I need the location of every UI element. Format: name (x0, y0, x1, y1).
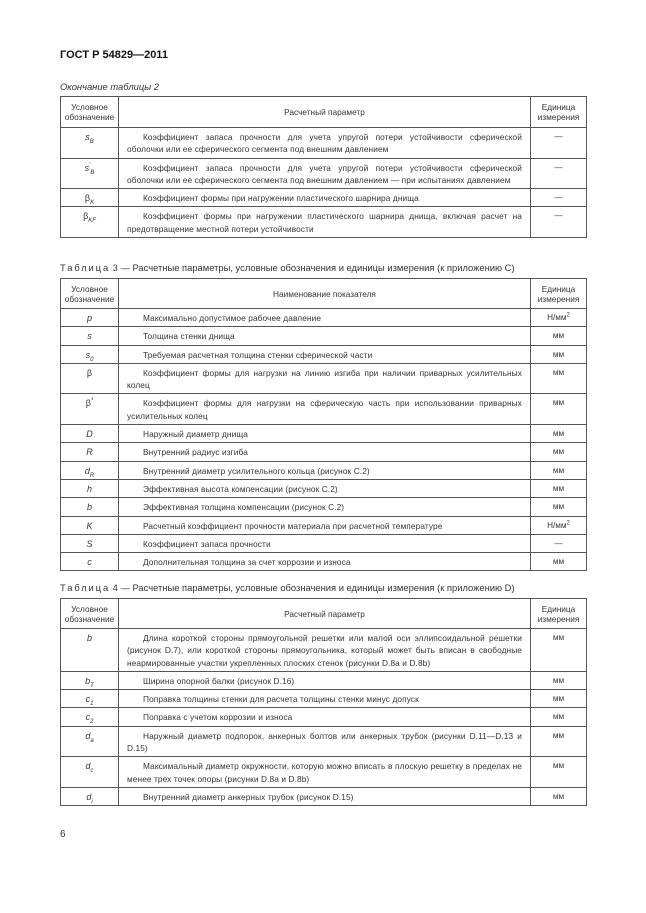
symbol-letter: p (86, 313, 92, 323)
symbol-subscript: a (90, 737, 94, 744)
table-row (61, 425, 587, 443)
symbol-cell (61, 394, 119, 425)
table-3 (60, 278, 587, 571)
table4-caption-text: — Расчетные параметры, условные обозначения и единицы измерения (к приложению D) (120, 582, 515, 593)
table-row (61, 726, 587, 757)
symbol-letter: β (83, 211, 89, 222)
symbol-superscript: ' (89, 162, 91, 169)
unit-cell (531, 757, 587, 788)
table-row (61, 479, 587, 497)
symbol-subscript: c (90, 768, 94, 775)
symbol-letter: β (84, 193, 91, 204)
table-row (61, 461, 587, 479)
unit-cell (531, 671, 587, 689)
symbol-letter: c (85, 694, 91, 705)
table-row (61, 516, 587, 534)
unit-cell (531, 629, 587, 672)
table4-caption (60, 582, 515, 593)
unit-cell (531, 787, 587, 805)
symbol-letter: b (86, 502, 92, 513)
header-param: Наименование показателя (119, 279, 531, 309)
unit-text: мм (552, 398, 565, 408)
unit-text: мм (552, 349, 565, 359)
table-row (61, 757, 587, 788)
description-cell: Требуемая расчетная толщина стенки сферической части (119, 345, 531, 363)
header-unit: Единица измерения (531, 279, 587, 309)
symbol-letter: R (86, 447, 93, 458)
symbol-letter: s (85, 349, 91, 360)
unit-cell (531, 363, 587, 394)
table-2 (60, 96, 587, 238)
symbol-cell (61, 787, 119, 805)
table-row (61, 553, 587, 571)
unit-text: мм (552, 367, 565, 377)
table-row (61, 671, 587, 689)
unit-text: мм (552, 502, 565, 512)
symbol-letter: d (85, 730, 91, 741)
unit-cell (531, 189, 587, 207)
header-unit: Единица измерения (531, 599, 587, 629)
symbol-cell (61, 158, 119, 189)
symbol-letter: β (86, 367, 93, 378)
unit-cell (531, 394, 587, 425)
description-cell: Коэффициент формы при нагружении пластического шарнира днища, включая расчет на предотвращение местной потери устойчивости (119, 207, 531, 238)
symbol-cell (61, 327, 119, 345)
symbol-cell (61, 498, 119, 516)
symbol-subscript: 2 (90, 719, 94, 726)
unit-text: мм (552, 761, 565, 771)
symbol-subscript: 0 (90, 356, 94, 363)
unit-cell (531, 498, 587, 516)
symbol-subscript: B (90, 169, 95, 176)
unit-text: мм (552, 694, 565, 704)
symbol-letter: b (86, 633, 92, 643)
page-number: 6 (60, 829, 66, 840)
symbol-cell (61, 708, 119, 726)
table-row (61, 787, 587, 805)
unit-cell (531, 327, 587, 345)
symbol-letter: h (86, 483, 92, 494)
symbol-letter: s (87, 331, 92, 342)
unit-text: мм (552, 791, 565, 801)
unit-text: Н/мм (547, 313, 567, 322)
table3-caption-number: 3 (112, 262, 118, 273)
unit-cell (531, 345, 587, 363)
table4-caption-number: 4 (112, 582, 118, 593)
unit-cell (531, 479, 587, 497)
symbol-subscript: i (91, 798, 93, 805)
symbol-cell (61, 479, 119, 497)
table-row (61, 629, 587, 672)
unit-text: — (554, 211, 563, 221)
description-cell: Длина короткой стороны прямоугольной решетки или малой оси эллипсоидальной решетки (рисунок D.7), или короткой стороны прямоугольника, который может быть вписан в свободные неармированные участки укрепленных плоских стенок (рисунки D.8a и D.8b) (119, 629, 531, 672)
symbol-cell (61, 207, 119, 238)
unit-text: мм (552, 429, 565, 439)
symbol-letter: β (85, 398, 91, 409)
symbol-subscript: 1 (90, 700, 94, 707)
unit-text: Н/мм (547, 520, 567, 530)
table-row (61, 534, 587, 552)
symbol-letter: s (84, 162, 90, 173)
description-cell: Максимально допустимое рабочее давление (119, 309, 531, 327)
table-row (61, 394, 587, 425)
symbol-cell (61, 189, 119, 207)
table-row (61, 207, 587, 238)
unit-cell (531, 425, 587, 443)
symbol-cell (61, 345, 119, 363)
symbol-letter: D (86, 429, 93, 440)
description-cell: Максимальный диаметр окружности, которую можно вписать в плоскую решетку в пределах не менее трех точек опоры (рисунки D.8a и D.8b) (119, 757, 531, 788)
symbol-cell (61, 461, 119, 479)
header-param: Расчетный параметр (119, 97, 531, 128)
symbol-cell (61, 425, 119, 443)
description-cell: Толщина стенки днища (119, 327, 531, 345)
symbol-letter: S (86, 538, 93, 549)
unit-text: мм (552, 557, 565, 567)
symbol-cell (61, 553, 119, 571)
description-cell: Расчетный коэффициент прочности материала при расчетной температуре (119, 516, 531, 534)
table3-caption (60, 262, 515, 273)
symbol-cell (61, 690, 119, 708)
table-row (61, 189, 587, 207)
table-row (61, 708, 587, 726)
unit-text: мм (552, 483, 565, 493)
unit-text: мм (552, 712, 565, 722)
unit-text: мм (552, 331, 565, 341)
symbol-cell (61, 516, 119, 534)
symbol-cell (61, 309, 119, 327)
unit-superscript: 2 (566, 312, 570, 319)
unit-cell (531, 443, 587, 461)
description-cell: Коэффициент формы для нагрузки на линию изгиба при наличии приварных усилительных колец (119, 363, 531, 394)
unit-text: мм (552, 465, 565, 475)
symbol-superscript: * (90, 398, 94, 405)
header-param: Расчетный параметр (119, 599, 531, 629)
description-cell: Ширина опорной балки (рисунок D.16) (119, 671, 531, 689)
symbol-cell (61, 363, 119, 394)
unit-cell (531, 553, 587, 571)
description-cell: Поправка с учетом коррозии и износа (119, 708, 531, 726)
symbol-letter: s (85, 132, 90, 142)
symbol-cell (61, 443, 119, 461)
table-row (61, 363, 587, 394)
table-row (61, 443, 587, 461)
unit-cell (531, 207, 587, 238)
symbol-letter: c (87, 557, 92, 568)
unit-cell (531, 708, 587, 726)
unit-cell (531, 158, 587, 189)
description-cell: Наружный диаметр подпорок, анкерных болтов или анкерных трубок (рисунки D.11—D.13 и D.15) (119, 726, 531, 757)
symbol-cell (61, 534, 119, 552)
description-cell: Дополнительная толщина за счет коррозии и износа (119, 553, 531, 571)
header-symbol: Условное обозначение (61, 97, 119, 128)
symbol-letter: K (86, 520, 93, 531)
unit-text: — (554, 193, 563, 203)
unit-cell (531, 461, 587, 479)
symbol-letter: c (85, 712, 91, 723)
unit-text: мм (552, 675, 565, 685)
header-unit: Единица измерения (531, 97, 587, 128)
table4-caption-label: Таблица (60, 582, 111, 593)
description-cell: Эффективная высота компенсации (рисунок С.2) (119, 479, 531, 497)
table-row (61, 327, 587, 345)
unit-cell (531, 534, 587, 552)
symbol-letter: d (84, 465, 90, 476)
symbol-letter: d (85, 761, 91, 772)
header-symbol: Условное обозначение (61, 279, 119, 309)
unit-text: мм (552, 633, 565, 642)
table-row (61, 128, 587, 159)
unit-text: мм (552, 730, 565, 740)
description-cell: Наружный диаметр днища (119, 425, 531, 443)
description-cell: Коэффициент запаса прочности для учета упругой потери устойчивости сферической оболочки или ее сферического сегмента под внешним давлением (119, 128, 531, 159)
table3-caption-label: Таблица (60, 262, 111, 273)
description-cell: Коэффициент запаса прочности для учета упругой потери устойчивости сферической оболочки или ее сферического сегмента под внешним давлением — при испытаниях давлением (119, 158, 531, 189)
table-row (61, 158, 587, 189)
table-4 (60, 598, 587, 806)
unit-text: — (554, 538, 563, 548)
symbol-cell (61, 671, 119, 689)
symbol-cell (61, 757, 119, 788)
unit-text: — (554, 132, 563, 141)
description-cell: Коэффициент формы для нагрузки на сферическую часть при использовании приварных усилительных колец (119, 394, 531, 425)
unit-text: мм (552, 447, 565, 457)
description-cell: Внутренний диаметр анкерных трубок (рисунок D.15) (119, 787, 531, 805)
unit-cell (531, 726, 587, 757)
symbol-subscript: T (90, 682, 94, 689)
symbol-subscript: B (89, 138, 94, 145)
header-symbol: Условное обозначение (61, 599, 119, 629)
description-cell: Коэффициент запаса прочности (119, 534, 531, 552)
symbol-subscript: KF (88, 218, 96, 225)
symbol-cell (61, 629, 119, 672)
unit-cell (531, 128, 587, 159)
description-cell: Коэффициент формы при нагружении пластического шарнира днища (119, 189, 531, 207)
table-row (61, 498, 587, 516)
document-header: ГОСТ Р 54829—2011 (60, 49, 168, 61)
table3-caption-text: — Расчетные параметры, условные обозначения и единицы измерения (к приложению С) (120, 262, 515, 273)
table-row (61, 345, 587, 363)
unit-cell (531, 309, 587, 327)
table-row (61, 309, 587, 327)
table2-caption: Окончание таблицы 2 (60, 81, 159, 92)
unit-cell (531, 690, 587, 708)
table-row (61, 690, 587, 708)
description-cell: Поправка толщины стенки для расчета толщины стенки минус допуск (119, 690, 531, 708)
symbol-subscript: K (90, 199, 95, 206)
unit-text: — (554, 162, 563, 172)
unit-superscript: 2 (566, 519, 570, 526)
symbol-cell (61, 726, 119, 757)
unit-cell (531, 516, 587, 534)
symbol-letter: d (86, 791, 92, 802)
description-cell: Внутренний диаметр усилительного кольца (рисунок С.2) (119, 461, 531, 479)
description-cell: Эффективная толщина компенсации (рисунок С.2) (119, 498, 531, 516)
symbol-subscript: R (89, 472, 95, 479)
description-cell: Внутренний радиус изгиба (119, 443, 531, 461)
symbol-cell (61, 128, 119, 159)
symbol-letter: b (85, 675, 91, 686)
